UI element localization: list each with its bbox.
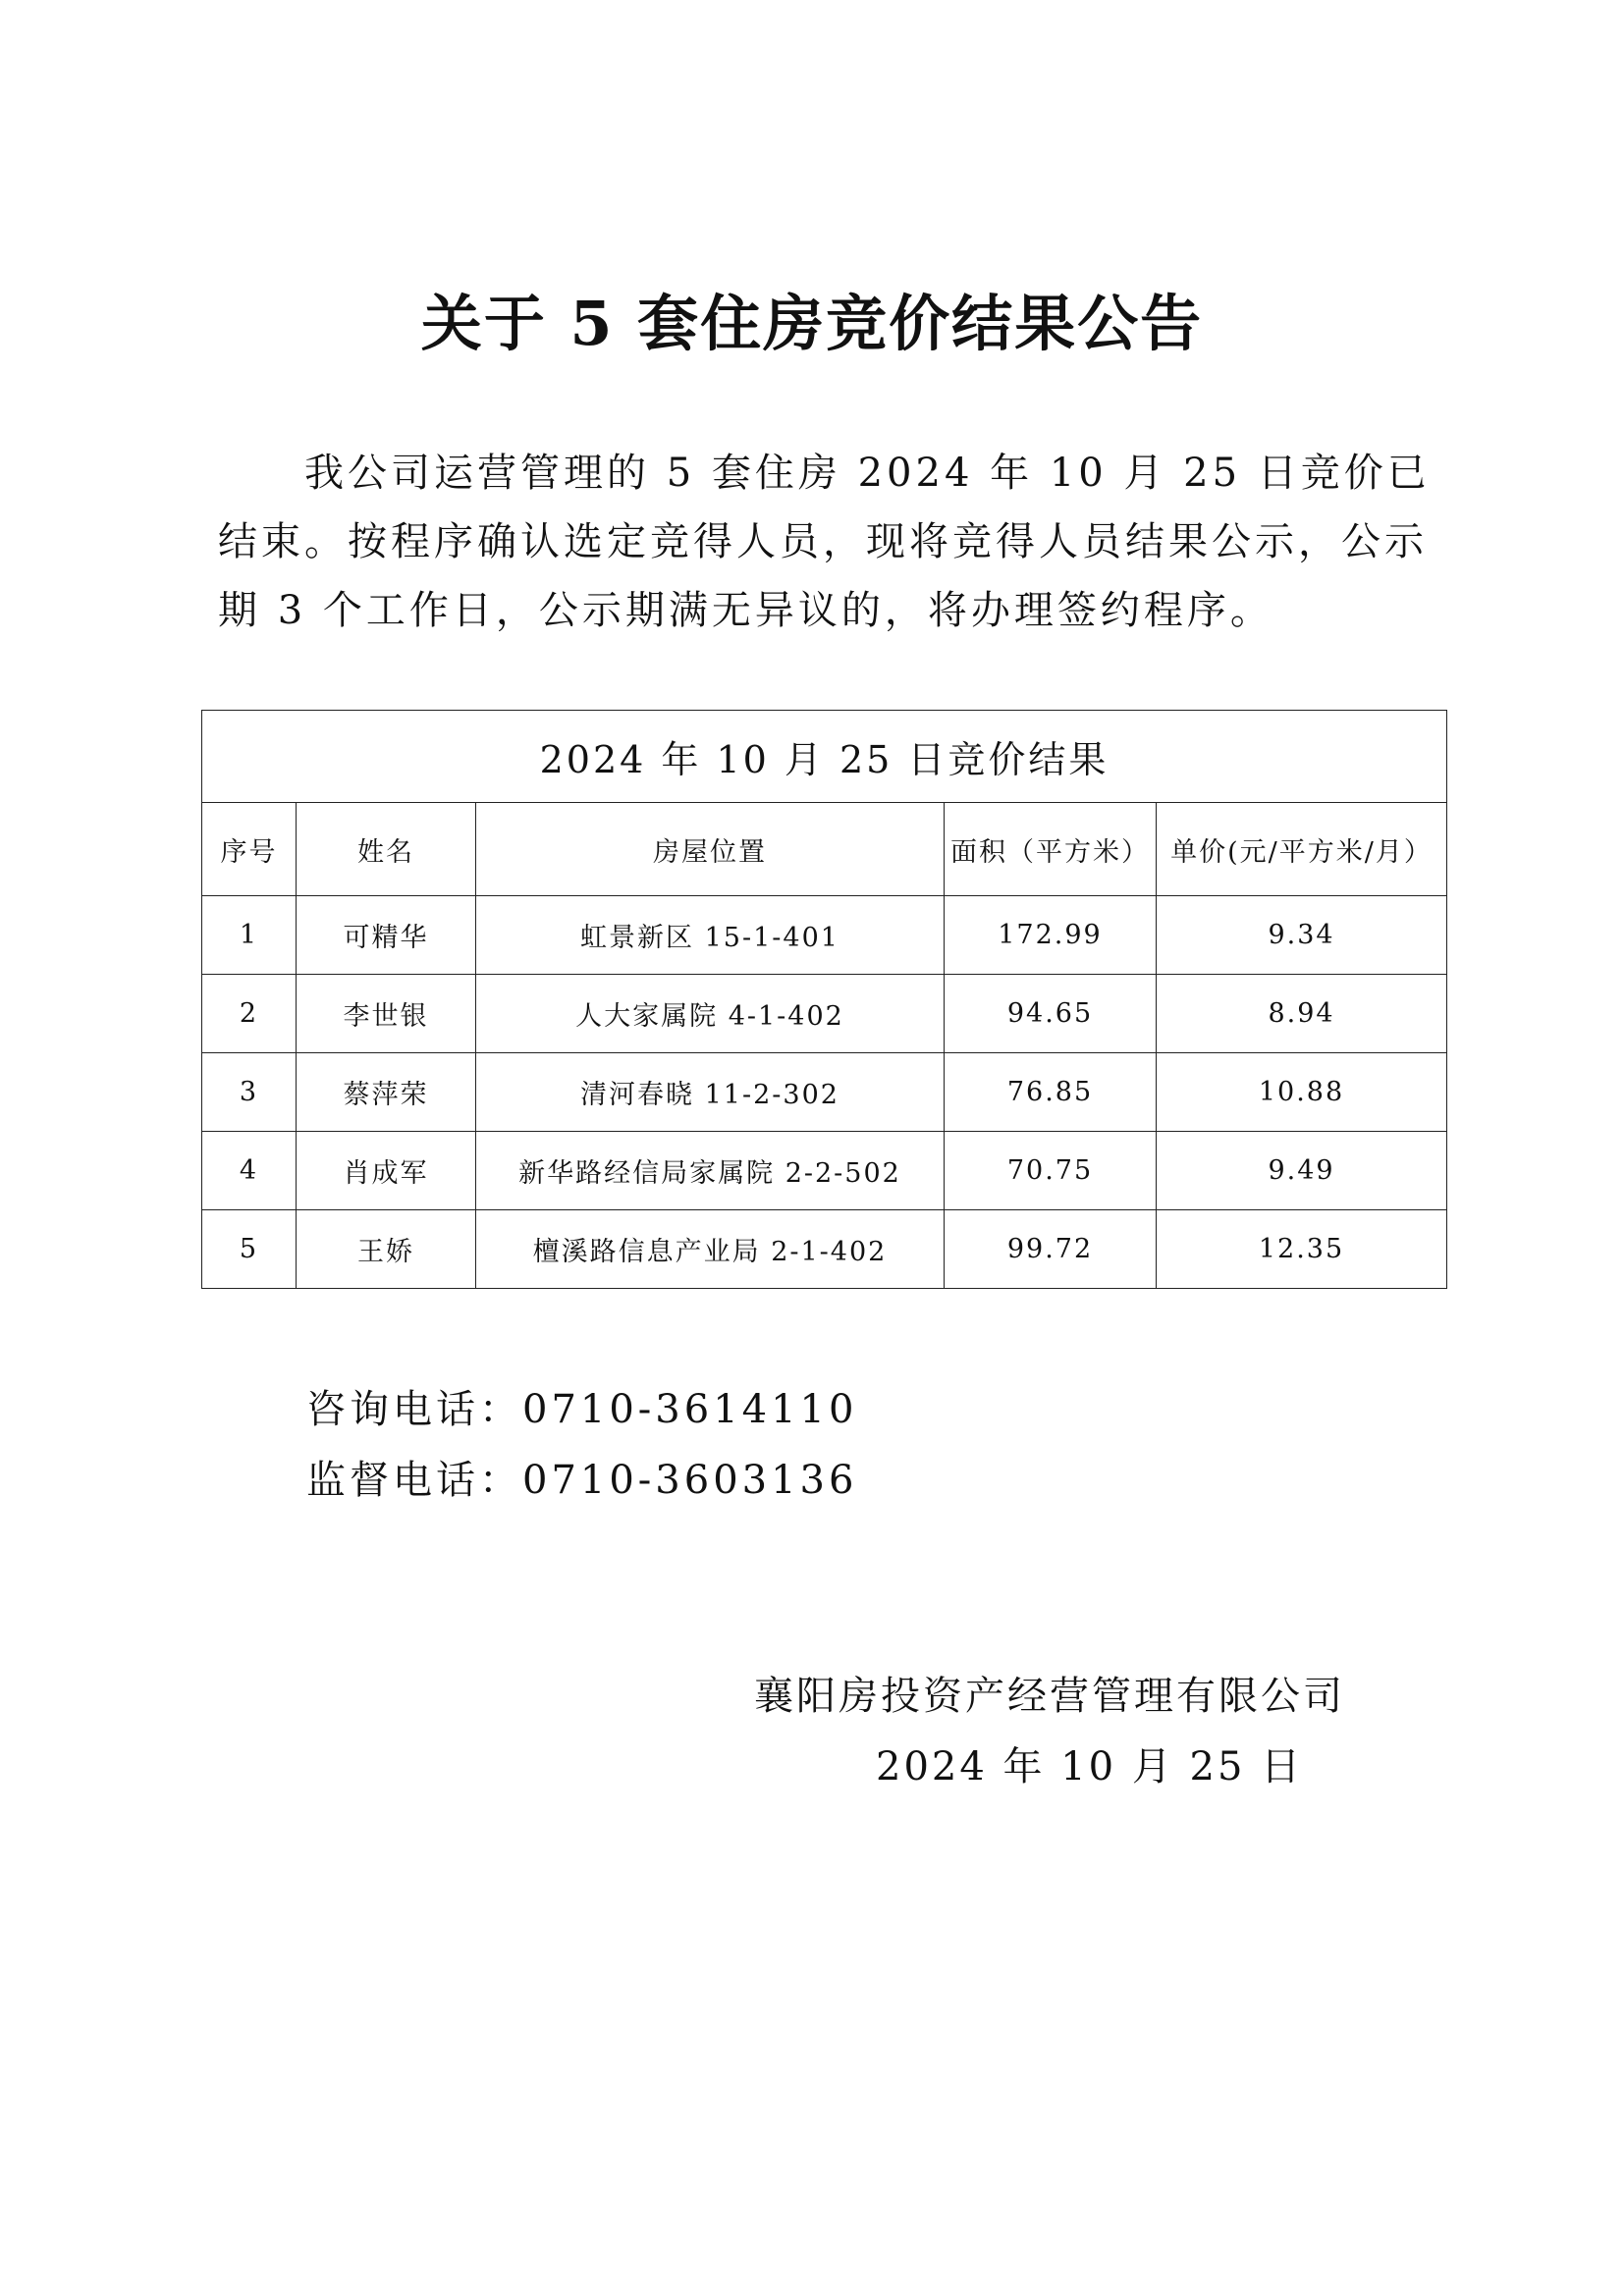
table-header-row xyxy=(202,803,1447,896)
table-row xyxy=(202,1132,1447,1210)
signature-block xyxy=(754,1661,1382,1802)
cell-name: 可精华 xyxy=(297,896,476,975)
header-location: 房屋位置 xyxy=(476,803,945,896)
document-title: 关于 5 套住房竞价结果公告 xyxy=(420,288,1204,359)
cell-area: 99.72 xyxy=(945,1210,1157,1289)
header-unit-price: 单价(元/平方米/月） xyxy=(1157,803,1447,896)
consult-phone: 咨询电话：0710-3614110 xyxy=(306,1387,858,1432)
contact-block xyxy=(306,1374,857,1516)
cell-unit-price: 12.35 xyxy=(1157,1210,1447,1289)
cell-index: 4 xyxy=(202,1132,297,1210)
cell-location: 虹景新区 15-1-401 xyxy=(476,896,945,975)
cell-name: 王娇 xyxy=(297,1210,476,1289)
cell-index: 5 xyxy=(202,1210,297,1289)
header-index: 序号 xyxy=(202,803,297,896)
header-name: 姓名 xyxy=(297,803,476,896)
cell-location: 人大家属院 4-1-402 xyxy=(476,975,945,1053)
cell-name: 肖成军 xyxy=(297,1132,476,1210)
cell-area: 94.65 xyxy=(945,975,1157,1053)
cell-index: 1 xyxy=(202,896,297,975)
bid-result-table xyxy=(201,710,1447,1289)
table-caption: 2024 年 10 月 25 日竞价结果 xyxy=(202,711,1447,803)
cell-area: 172.99 xyxy=(945,896,1157,975)
cell-name: 蔡萍荣 xyxy=(297,1053,476,1132)
cell-location: 新华路经信局家属院 2-2-502 xyxy=(476,1132,945,1210)
cell-unit-price: 8.94 xyxy=(1157,975,1447,1053)
cell-index: 3 xyxy=(202,1053,297,1132)
cell-name: 李世银 xyxy=(297,975,476,1053)
cell-area: 70.75 xyxy=(945,1132,1157,1210)
signature-date: 2024 年 10 月 25 日 xyxy=(876,1744,1304,1789)
cell-unit-price: 9.34 xyxy=(1157,896,1447,975)
cell-unit-price: 9.49 xyxy=(1157,1132,1447,1210)
header-area: 面积（平方米） xyxy=(945,803,1157,896)
table-row xyxy=(202,1210,1447,1289)
company-name: 襄阳房投资产经营管理有限公司 xyxy=(754,1674,1345,1719)
cell-unit-price: 10.88 xyxy=(1157,1053,1447,1132)
intro-paragraph: 我公司运营管理的 5 套住房 2024 年 10 月 25 日竞价已结束。按程序确认选定竞得人员，现将竞得人员结果公示，公示期 3 个工作日，公示期满无异议的，将办理签约程序。 xyxy=(218,451,1431,633)
table-row xyxy=(202,975,1447,1053)
cell-area: 76.85 xyxy=(945,1053,1157,1132)
cell-index: 2 xyxy=(202,975,297,1053)
table-row xyxy=(202,1053,1447,1132)
supervise-phone: 监督电话：0710-3603136 xyxy=(306,1458,858,1503)
table-row xyxy=(202,896,1447,975)
cell-location: 檀溪路信息产业局 2-1-402 xyxy=(476,1210,945,1289)
cell-location: 清河春晓 11-2-302 xyxy=(476,1053,945,1132)
